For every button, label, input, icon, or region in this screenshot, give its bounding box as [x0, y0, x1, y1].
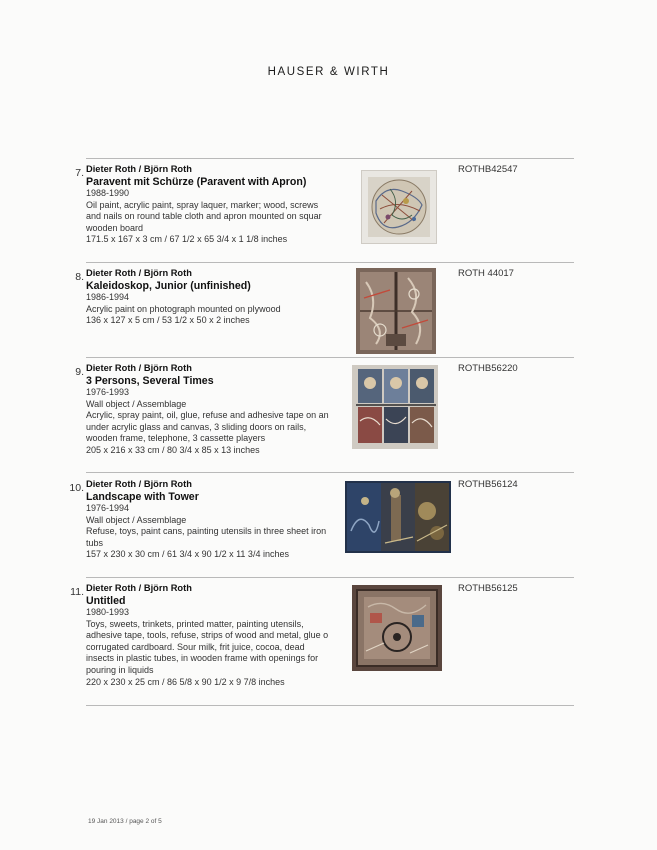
artwork-date: 1976-1993 [86, 387, 130, 397]
entry-number: 9. [75, 366, 84, 378]
artwork-details-line: wooden frame, telephone, 3 cassette players [86, 433, 266, 444]
page-footer: 19 Jan 2013 / page 2 of 5 [88, 818, 162, 825]
artwork-details-line: Oil paint, acrylic paint, spray laquer, marker; wood, screws [86, 199, 319, 210]
artwork-details-line: tubs [86, 537, 104, 548]
artwork-details-line: insects in plastic tubes, in wooden frame with openings for [86, 653, 319, 664]
artwork-title: 3 Persons, Several Times [86, 374, 214, 387]
entry-number: 11. [70, 586, 84, 598]
divider [86, 262, 574, 263]
artwork-title: Untitled [86, 594, 126, 607]
artwork-thumbnail [356, 268, 436, 354]
artwork-details-line: Toys, sweets, trinkets, printed matter, painting utensils, [86, 618, 304, 629]
artwork-thumbnail [352, 365, 438, 449]
reference-code: ROTHB56125 [458, 583, 518, 594]
entry-number: 10. [69, 482, 84, 494]
artwork-thumbnail [345, 481, 451, 553]
artist-name: Dieter Roth / Björn Roth [86, 268, 192, 278]
artwork-dimensions: 205 x 216 x 33 cm / 80 3/4 x 85 x 13 inches [86, 444, 260, 455]
artwork-title: Paravent mit Schürze (Paravent with Apron) [86, 175, 307, 188]
entry-number: 8. [75, 271, 84, 283]
gallery-logo: HAUSER & WIRTH [267, 66, 390, 78]
artwork-details-line: Wall object / Assemblage [86, 398, 187, 409]
artwork-details-line: corrugated cardboard. Sour milk, frit juice, cocoa, dead [86, 641, 305, 652]
artwork-details-line: Acrylic, spray paint, oil, glue, refuse and adhesive tape on an [86, 410, 329, 421]
artwork-details-line: Wall object / Assemblage [86, 514, 187, 525]
artwork-dimensions: 157 x 230 x 30 cm / 61 3/4 x 90 1/2 x 11 3/4 inches [86, 549, 289, 560]
artist-name: Dieter Roth / Björn Roth [86, 164, 192, 174]
reference-code: ROTHB56220 [458, 363, 518, 374]
divider [86, 705, 574, 706]
artwork-details-line: wooden board [86, 222, 144, 233]
artist-name: Dieter Roth / Björn Roth [86, 583, 192, 593]
artwork-details-line: pouring in liquids [86, 664, 154, 675]
artwork-dimensions: 136 x 127 x 5 cm / 53 1/2 x 50 x 2 inches [86, 315, 250, 326]
artwork-date: 1976-1994 [86, 503, 130, 513]
reference-code: ROTH 44017 [458, 268, 514, 279]
artwork-details-line: adhesive tape, tools, refuse, strips of wood and metal, glue o [86, 630, 329, 641]
artwork-details-line: Acrylic paint on photograph mounted on plywood [86, 303, 281, 314]
artwork-thumbnail [352, 585, 442, 671]
artwork-date: 1988-1990 [86, 188, 130, 198]
divider [86, 472, 574, 473]
artwork-date: 1980-1993 [86, 607, 130, 617]
artwork-thumbnail [361, 170, 437, 244]
divider [86, 357, 574, 358]
artwork-details-line: under acrylic glass and canvas, 3 sliding doors on rails, [86, 421, 307, 432]
artwork-dimensions: 220 x 230 x 25 cm / 86 5/8 x 90 1/2 x 9 7/8 inches [86, 676, 285, 687]
artist-name: Dieter Roth / Björn Roth [86, 479, 192, 489]
artwork-date: 1986-1994 [86, 292, 130, 302]
artwork-title: Landscape with Tower [86, 490, 199, 503]
reference-code: ROTHB56124 [458, 479, 518, 490]
artwork-dimensions: 171.5 x 167 x 3 cm / 67 1/2 x 65 3/4 x 1 1/8 inches [86, 234, 288, 245]
artist-name: Dieter Roth / Björn Roth [86, 363, 192, 373]
divider [86, 158, 574, 159]
divider [86, 577, 574, 578]
artwork-title: Kaleidoskop, Junior (unfinished) [86, 279, 251, 292]
artwork-details-line: and nails on round table cloth and apron mounted on squar [86, 211, 322, 222]
artwork-details-line: Refuse, toys, paint cans, painting utensils in three sheet iron [86, 526, 327, 537]
entry-number: 7. [75, 167, 84, 179]
reference-code: ROTHB42547 [458, 164, 518, 175]
